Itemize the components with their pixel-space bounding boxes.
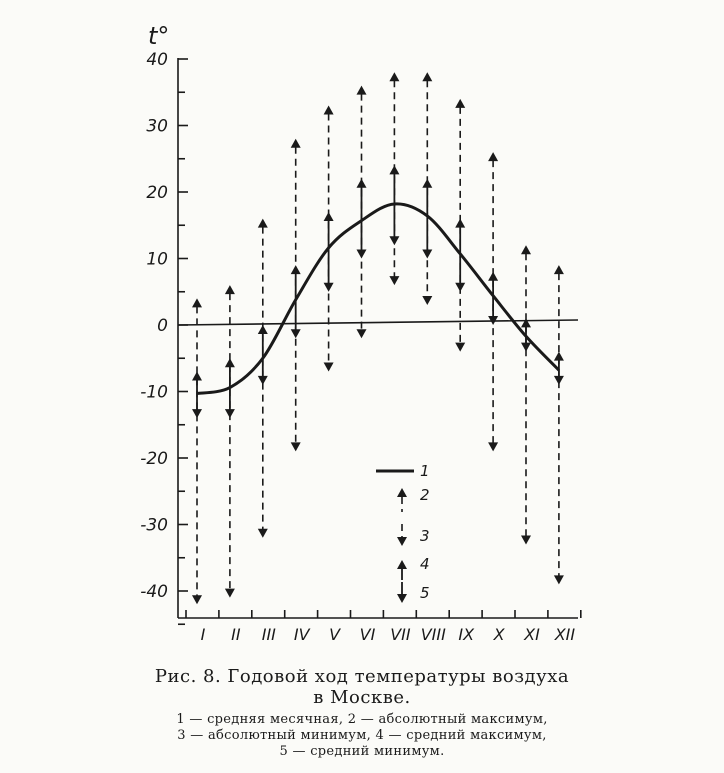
y-axis-label: t° [148,22,170,50]
mean-max-arrow [225,358,235,367]
x-tick-label: I [200,625,206,644]
mean-max-arrow [258,325,268,334]
absolute-min-arrow [554,575,564,584]
absolute-max-arrow [554,265,564,274]
caption-legend-line3: 5 — средний минимум. [279,744,445,759]
caption-title-line2: в Москве. [313,687,411,708]
mean-min-arrow [422,250,432,259]
month-group [422,72,432,305]
absolute-min-arrow [324,363,334,372]
y-tick-label: 0 [157,316,168,336]
mean-max-arrow [455,219,465,228]
mean-max-arrow [291,265,301,274]
y-tick-label: 40 [146,50,168,70]
y-ticks [140,50,188,624]
absolute-min-arrow [521,535,531,544]
mean-max-arrow [554,352,564,361]
figure-caption-legend [0,712,724,760]
axes [178,58,578,618]
x-tick-label: IV [293,625,310,644]
absolute-max-arrow [422,72,432,81]
y-tick-label: -10 [140,382,168,403]
range-markers [192,72,564,604]
month-group [258,219,268,538]
mean-max-arrow [192,372,202,381]
legend-label-2: 2 [420,486,430,504]
month-group [192,298,202,604]
x-tick-label: II [231,625,241,644]
mean-min-arrow [324,283,334,292]
x-tick-label: VIII [420,625,446,644]
month-group [521,245,531,544]
absolute-max-arrow [389,72,399,81]
mean-min-arrow [258,376,268,385]
legend-arrow-3 [397,537,407,546]
month-group [357,86,367,339]
absolute-min-arrow [258,529,268,538]
absolute-max-arrow [488,152,498,161]
caption-title-line1: Рис. 8. Годовой ход температуры воздуха [154,666,570,687]
month-group [225,285,235,598]
x-tick-label: X [493,625,505,644]
absolute-max-arrow [291,139,301,148]
x-tick-label: IX [458,625,475,644]
y-tick-label: 30 [146,116,168,137]
legend-arrow-4 [397,560,407,569]
x-tick-label: III [261,625,276,644]
absolute-min-arrow [389,276,399,285]
absolute-min-arrow [488,442,498,451]
x-tick-label: XII [554,625,576,644]
y-tick-label: -30 [140,515,168,536]
figure-caption-title [0,666,724,708]
x-ticks [186,610,581,644]
mean-min-arrow [455,283,465,292]
month-group [324,106,334,372]
mean-max-arrow [324,212,334,221]
mean-max-arrow [357,179,367,188]
absolute-max-arrow [455,99,465,108]
legend-arrow-5 [397,594,407,603]
absolute-max-arrow [324,106,334,115]
mean-min-arrow [291,329,301,338]
legend-label-4: 4 [420,555,430,573]
legend-label-5: 5 [420,584,430,602]
caption-legend-line2: 3 — абсолютный минимум, 4 — средний максимум, [177,728,547,743]
month-group [554,265,564,584]
y-tick-label: -40 [140,582,168,602]
mean-max-arrow [521,318,531,327]
mean-max-arrow [488,272,498,281]
month-group [455,99,465,352]
legend [376,462,430,603]
absolute-min-arrow [357,329,367,338]
y-tick-label: -20 [140,449,168,469]
zero-line [178,320,578,325]
y-tick-label: 10 [146,249,168,270]
absolute-min-arrow [192,595,202,604]
mean-min-arrow [225,409,235,418]
caption-legend-line1: 1 — средняя месячная, 2 — абсолютный максимум, [176,712,548,727]
x-tick-label: VI [359,625,376,644]
y-tick-label: 20 [146,183,168,203]
legend-label-3: 3 [420,527,430,545]
x-tick-label: XI [524,625,540,644]
absolute-min-arrow [225,589,235,598]
mean-min-arrow [389,236,399,245]
mean-max-arrow [422,179,432,188]
absolute-max-arrow [357,86,367,95]
legend-label-1: 1 [420,462,430,480]
mean-max-arrow [389,165,399,174]
mean-min-arrow [192,409,202,418]
absolute-max-arrow [225,285,235,294]
absolute-min-arrow [455,343,465,352]
absolute-min-arrow [422,296,432,305]
mean-min-arrow [521,343,531,352]
mean-min-arrow [357,250,367,259]
x-tick-label: VII [390,625,411,644]
x-tick-label: V [329,625,341,644]
series-1-mean-curve [197,204,559,394]
month-group [389,72,399,285]
absolute-min-arrow [291,442,301,451]
mean-min-arrow [554,376,564,385]
absolute-max-arrow [258,219,268,228]
legend-arrow-2 [397,488,407,497]
absolute-max-arrow [192,298,202,307]
absolute-max-arrow [521,245,531,254]
